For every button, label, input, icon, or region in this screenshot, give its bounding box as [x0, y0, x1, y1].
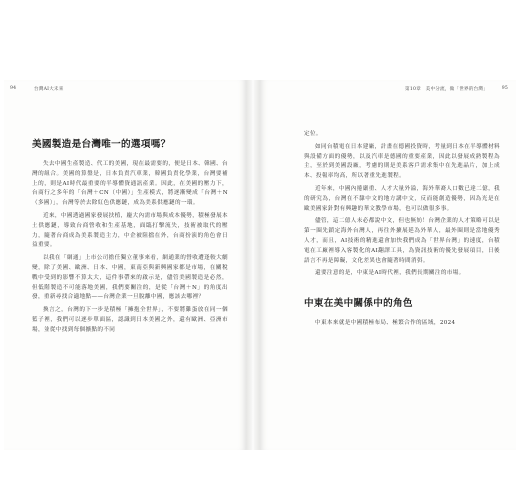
running-head-right [260, 86, 516, 96]
section-heading-right: 中東在美中關係中的角色 [304, 298, 413, 310]
running-head-left [4, 86, 246, 96]
book-title: 台灣AI大未來 [34, 87, 64, 92]
left-page-body [32, 136, 228, 339]
paragraph: 中東本來就是中國積極布局、極繁合作的區域，2024 [315, 320, 456, 327]
page-number-right: 95 [501, 86, 508, 91]
right-page-body [304, 130, 500, 332]
paragraph: 如同台積電在日本建廠，計畫在德國投資時，考量到日本在半導體材料與設備方面的優勢，以及汽車是德國的重要產業，因此以發展成熟製程為主，至於到美國設廠，考慮的則是美系客戶需求集中在先進晶片，加上成本、投報率均高，所以著重先進製程。 [304, 143, 500, 180]
paragraph: 近年來，中國內捲嚴重、人才大量外溢，海外華裔人口數已達二億，我的研究為，台灣在不隸中文的地方講中文，反而能創造優勢，因為光是在歐美國家針對有興趣的華文教學市場，也可以做很多事。 [304, 185, 500, 212]
page-number-left: 94 [10, 86, 17, 91]
paragraph: 失去中國生產製造、代工的美國，現在最需要的，便是日本、韓國、台灣的組合。美國的算盤是，日本負責汽車業，韓國負責化學業，台灣要補上的，則是AI時代最重要的半導體資通訊產業。因此，在美國的壓力下，台商行之多年的「台灣＋CN（中國）」生產模式，將逐漸變成「台灣＋N（多國）」，台灣等於去除紅色供應鏈，成為美系供應鏈的一環。 [32, 161, 228, 207]
paragraph: 以我在「網通」上市公司擔任獨立董事來看，網通業的營收遭逢較大劇變，除了美國、歐洲、日本、中國，東南亞與新興國家都是市場，在關稅戰中受到的影響不算太大，這件事帶來的啟示是，儘管美國製造是必然，但低階製造不可能落地美國，我們要關注的，是從「台灣＋N」的角度出發，重新尋找合適地點——台灣企業一旦脫離中國，應該去哪裡？ [32, 255, 228, 301]
right-page [260, 80, 516, 450]
book-gutter [246, 80, 260, 450]
section-heading-left: 美國製造是台灣唯一的選項嗎？ [32, 139, 171, 150]
chapter-title: 第10章 美中分流，做「世界的台灣」 [405, 87, 488, 92]
paragraph: 換言之，台灣的下一步是積極「擁抱全世界」，不要將雞蛋放在同一個籃子裡，我們可以逐步單面區，認識到日本美國之外，還有歐洲、亞洲市場，並從中找到每個擴點的不同 [32, 307, 228, 333]
left-page [4, 80, 246, 450]
paragraph: 儘管，這二億人未必都說中文，但也無妨！台灣企業的人才策略可以是第一圈先鎖定海外台灣人，再往外擴展延為外華人，最外圈則是當地優秀人才，而且，AI技術的精進還會加快我們成為「世界台灣」的速度，台積電在工廠裡導入客製化的AI翻譯工具，為資訊技術的優先發展項目，日後語言不再是障礙，文化差異也會隨著時間消弭。 [304, 218, 500, 264]
paragraph: 定位。 [304, 131, 322, 137]
paragraph: 還要注意的是，中東是AI時代裡，我們長期關注的市場。 [315, 270, 465, 277]
paragraph: 近來，中國透過國家發展扶植，龐大內需市場與成本優勢，積極發展本土供應鏈，導致台商營收和生產基地，面臨打擊流失，技術被取代的壓力，隨著台商成為美系製造主力，中企被阻擋在外，台商扮演的角色會日益重要。 [32, 212, 228, 249]
